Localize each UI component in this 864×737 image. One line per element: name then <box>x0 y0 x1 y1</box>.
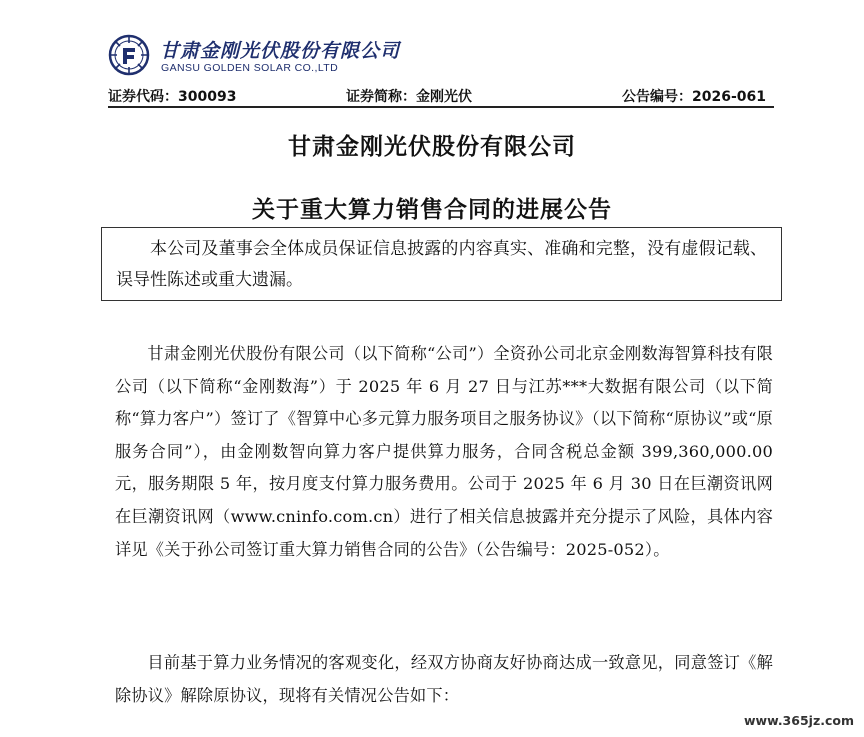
security-abbreviation-value: 金刚光伏 <box>416 89 472 105</box>
security-code-label: 证券代码： <box>108 89 178 105</box>
company-name-logo: 甘肃金刚光伏股份有限公司 <box>160 40 401 62</box>
document-title-subject: 关于重大算力销售合同的进展公告 <box>252 197 612 223</box>
document-title-company: 甘肃金刚光伏股份有限公司 <box>288 134 576 160</box>
company-logo-icon <box>108 34 158 76</box>
security-code <box>108 86 236 106</box>
company-english-name: GANSU GOLDEN SOLAR CO.,LTD <box>161 62 339 74</box>
company-header <box>108 34 401 76</box>
security-info-bar <box>108 84 774 108</box>
body-paragraph-2: 目前基于算力业务情况的客观变化，经双方协商友好协商达成一致意见，同意签订《解除协议》解除原协议，现将有关情况公告如下： <box>115 653 773 705</box>
site-watermark: www.365jz.com <box>743 713 854 728</box>
notice-number-value: 2026-061 <box>692 89 766 105</box>
board-assurance-statement: 本公司及董事会全体成员保证信息披露的内容真实、准确和完整，没有虚假记载、误导性陈述或重大遗漏。 <box>101 227 782 301</box>
notice-number-label: 公告编号： <box>622 89 692 105</box>
body-paragraph-1: 甘肃金刚光伏股份有限公司（以下简称“公司”）全资孙公司北京金刚数海智算科技有限公司（以下简称“金刚数海”）于 2025 年 6 月 27 日与江苏***大数据有限公司（以下简称“算力客户”）签订了《智算中心多元算力服务项目之服务协议》（以下简称“原协议”或“原服务合同”），由金刚数智向算力客户提供算力服务，合同含税总金额 399,360,000.00 元，服务期限 5 年，按月度支付算力服务费用。公司于 2025 年 6 月 30 日在巨潮资讯网在巨潮资讯网（www.cninfo.com.cn）进行了相关信息披露并充分提示了风险，具体内容详见《关于孙公司签订重大算力销售合同的公告》（公告编号：2025-052）。 <box>115 344 773 559</box>
security-abbreviation <box>346 86 472 106</box>
notice-number <box>622 86 766 106</box>
security-code-value: 300093 <box>178 89 237 105</box>
security-abbreviation-label: 证券简称： <box>346 89 416 105</box>
